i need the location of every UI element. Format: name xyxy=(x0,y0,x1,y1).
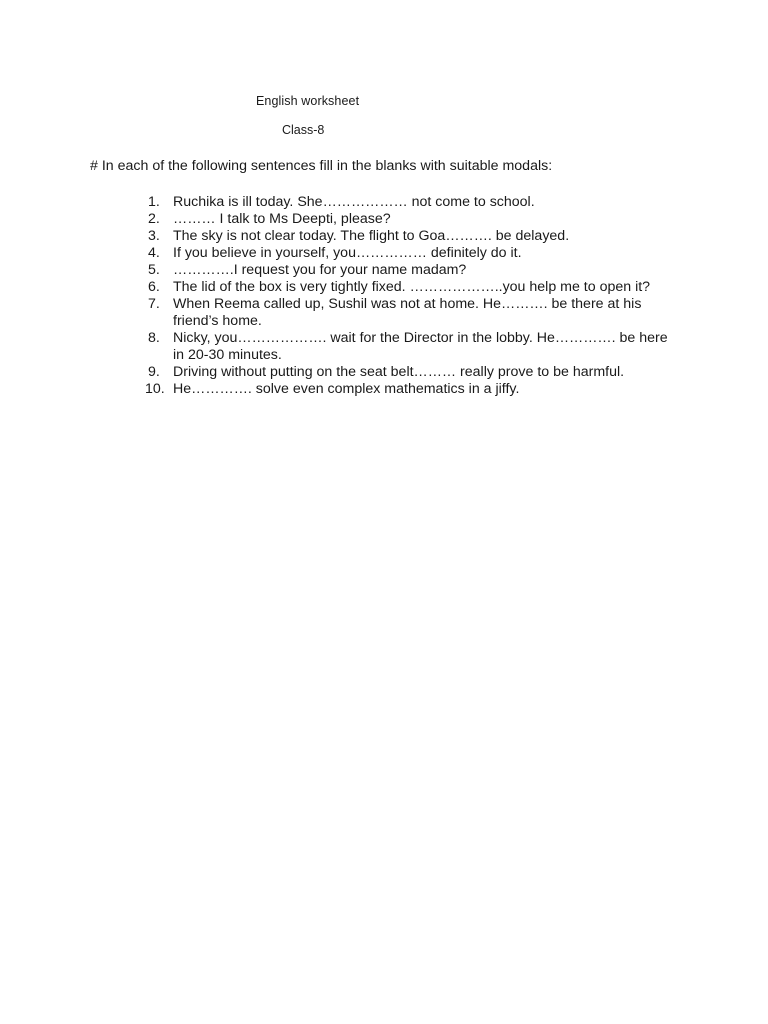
question-number: 10. xyxy=(145,381,165,397)
question-text: Driving without putting on the seat belt……… really prove to be harmful. xyxy=(173,364,625,380)
question-text: Ruchika is ill today. She……………… not come to school. xyxy=(173,194,535,210)
question-text: The sky is not clear today. The flight to Goa………. be delayed. xyxy=(173,228,570,244)
question-text: The lid of the box is very tightly fixed. ………………..you help me to open it? xyxy=(173,279,651,295)
question-number: 3. xyxy=(148,228,160,244)
question-item xyxy=(148,211,678,228)
question-text: If you believe in yourself, you…………… definitely do it. xyxy=(173,245,522,261)
question-item xyxy=(148,330,678,364)
question-number: 1. xyxy=(148,194,160,210)
question-number: 4. xyxy=(148,245,160,261)
worksheet-title: English worksheet xyxy=(256,94,360,108)
question-item xyxy=(148,279,678,296)
question-item xyxy=(145,381,678,398)
question-item xyxy=(148,364,678,381)
question-number: 8. xyxy=(148,330,160,346)
question-item xyxy=(148,262,678,279)
question-number: 7. xyxy=(148,296,160,312)
question-item xyxy=(148,194,678,211)
question-text: Nicky, you………………. wait for the Director in the lobby. He…………. be here in 20-30 minutes. xyxy=(173,330,668,363)
question-text: ………….I request you for your name madam? xyxy=(173,262,467,278)
question-text: When Reema called up, Sushil was not at home. He………. be there at his friend’s home. xyxy=(173,296,642,329)
question-item xyxy=(148,228,678,245)
question-text: He…………. solve even complex mathematics in a jiffy. xyxy=(173,381,520,397)
question-number: 6. xyxy=(148,279,160,295)
question-list xyxy=(145,194,678,398)
instruction-text: # In each of the following sentences fill in the blanks with suitable modals: xyxy=(90,158,553,174)
question-number: 5. xyxy=(148,262,160,278)
question-number: 9. xyxy=(148,364,160,380)
question-text: ……… I talk to Ms Deepti, please? xyxy=(173,211,391,227)
class-label: Class-8 xyxy=(282,123,325,137)
question-item xyxy=(148,245,678,262)
question-item xyxy=(148,296,678,330)
question-number: 2. xyxy=(148,211,160,227)
